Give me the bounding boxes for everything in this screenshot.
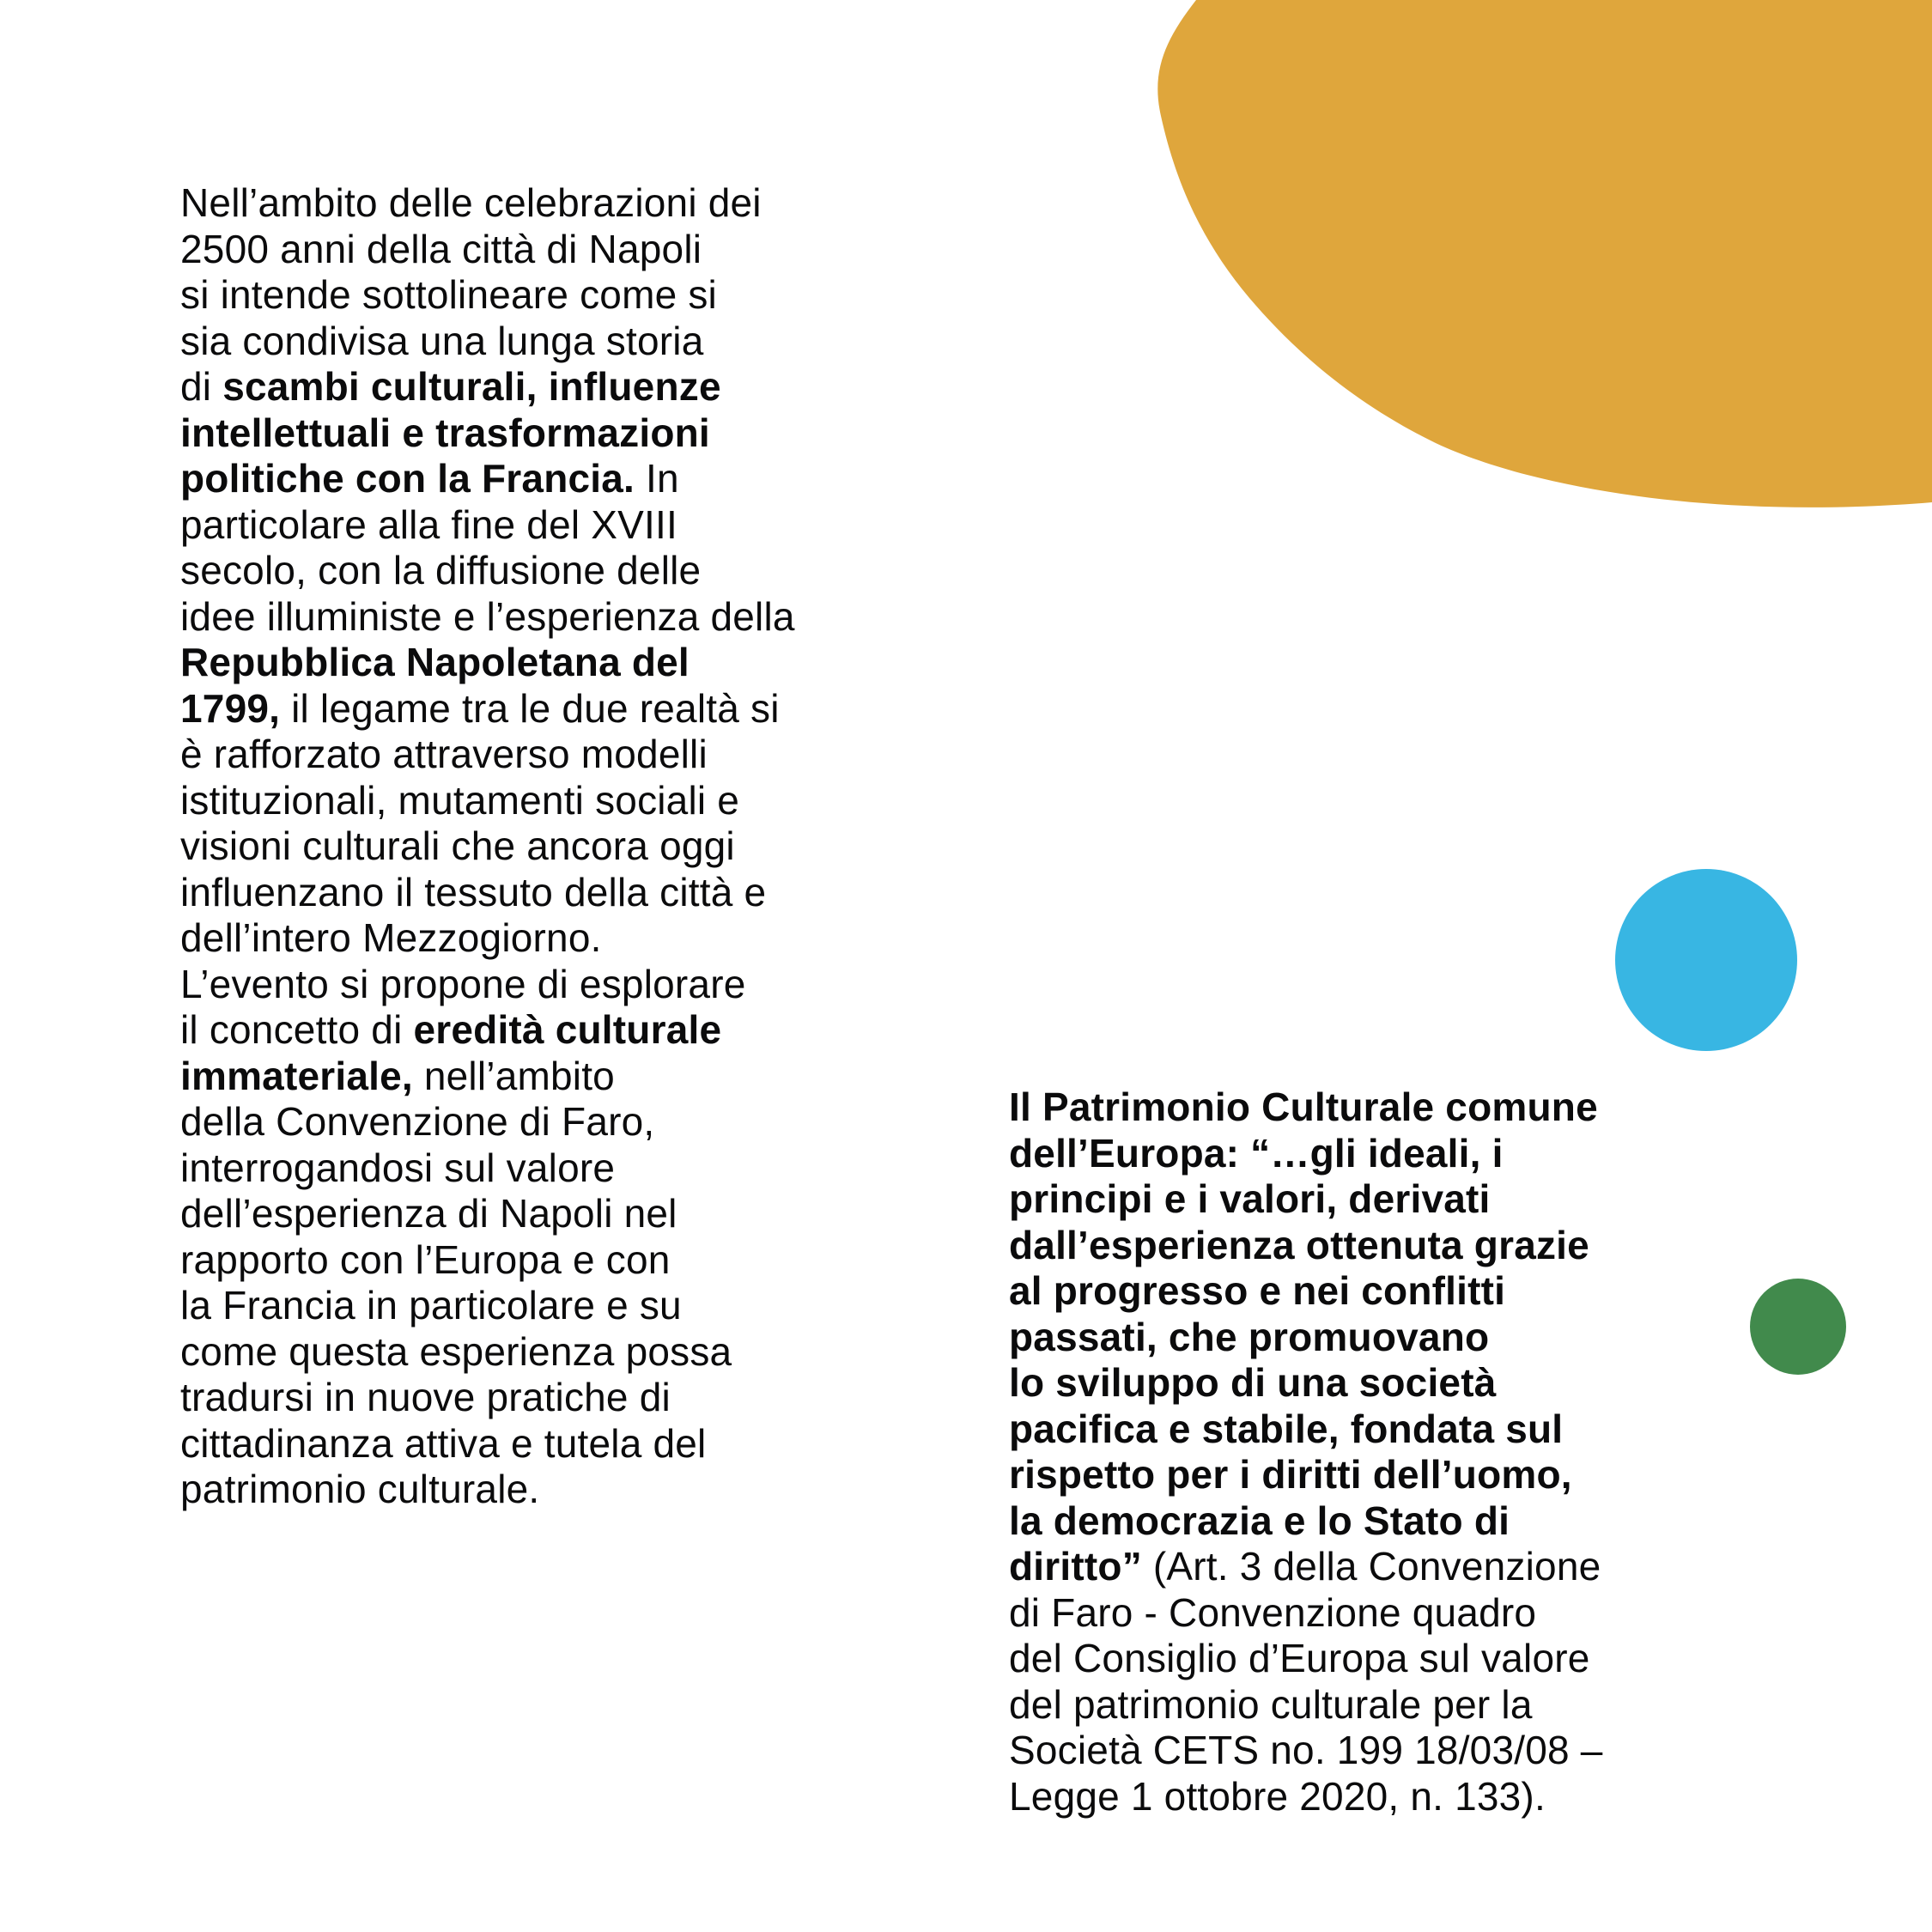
text-line: immateriale, nell’ambito [180, 1053, 615, 1098]
text-line: dall’esperienza ottenuta grazie [1009, 1222, 1589, 1267]
right-text-column [1009, 1084, 1603, 1820]
cyan-circle-shape [1615, 869, 1797, 1051]
text-line: Il Patrimonio Culturale comune [1009, 1084, 1598, 1129]
text-line: 1799, il legame tra le due realtà si [180, 685, 780, 731]
left-text-column [180, 180, 795, 1513]
text-line: di Faro - Convenzione quadro [1009, 1589, 1537, 1635]
gold-blob-shape [1157, 0, 1932, 507]
text-line: idee illuministe e l’esperienza della [180, 593, 795, 639]
text-line: influenzano il tessuto della città e [180, 869, 767, 914]
text-line: secolo, con la diffusione delle [180, 548, 702, 592]
text-line: la democrazia e lo Stato di [1009, 1498, 1510, 1543]
text-line: interrogandosi sul valore [180, 1145, 616, 1190]
text-line: intellettuali e trasformazioni [180, 410, 710, 455]
text-line: è rafforzato attraverso modelli [180, 732, 708, 776]
text-line: dell’esperienza di Napoli nel [180, 1191, 677, 1236]
text-line: visioni culturali che ancora oggi [180, 823, 735, 868]
text-line: rispetto per i diritti dell’uomo, [1009, 1452, 1572, 1497]
text-line: particolare alla fine del XVIII [180, 501, 677, 547]
text-line: L’evento si propone di esplorare [180, 961, 746, 1006]
text-line: Legge 1 ottobre 2020, n. 133). [1009, 1773, 1546, 1819]
text-line: al progresso e nei conflitti [1009, 1268, 1506, 1313]
text-line: patrimonio culturale. [180, 1467, 540, 1511]
text-line: istituzionali, mutamenti sociali e [180, 777, 740, 823]
text-line: si intende sottolineare come si [180, 272, 717, 317]
text-line: del Consiglio d’Europa sul valore [1009, 1636, 1590, 1680]
text-line: di scambi culturali, influenze [180, 364, 721, 409]
text-line: tradursi in nuove pratiche di [180, 1375, 671, 1419]
text-line: dell’Europa: “…gli ideali, i [1009, 1130, 1504, 1176]
text-line: come questa esperienza possa [180, 1328, 732, 1374]
text-line: lo sviluppo di una società [1009, 1360, 1497, 1405]
text-line: del patrimonio culturale per la [1009, 1681, 1533, 1727]
text-line: Società CETS no. 199 18/03/08 – [1009, 1728, 1603, 1772]
text-line: della Convenzione di Faro, [180, 1099, 655, 1144]
text-line: il concetto di eredità culturale [180, 1007, 722, 1052]
text-line: Repubblica Napoletana del [180, 640, 690, 684]
text-line: passati, che promuovano [1009, 1314, 1490, 1359]
text-line: dell’intero Mezzogiorno. [180, 915, 602, 960]
text-line: diritto” (Art. 3 della Convenzione [1009, 1544, 1601, 1589]
text-line: cittadinanza attiva e tutela del [180, 1420, 707, 1466]
text-line: pacifica e stabile, fondata sul [1009, 1406, 1564, 1451]
text-line: rapporto con l’Europa e con [180, 1236, 671, 1282]
text-line: Nell’ambito delle celebrazioni dei [180, 180, 762, 225]
text-line: la Francia in particolare e su [180, 1283, 682, 1327]
text-line: principi e i valori, derivati [1009, 1176, 1491, 1221]
text-line: 2500 anni della città di Napoli [180, 226, 702, 271]
green-circle-shape [1750, 1279, 1846, 1375]
text-line: sia condivisa una lunga storia [180, 318, 704, 363]
text-line: politiche con la Francia. In [180, 456, 679, 501]
